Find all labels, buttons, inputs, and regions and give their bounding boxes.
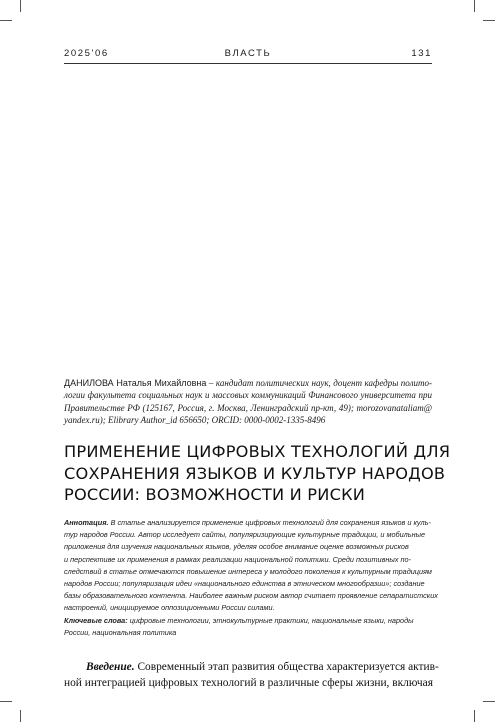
journal-name: ВЛАСТЬ — [224, 48, 272, 59]
author-bio-line: логии факультета социальных наук и массовых коммуникаций Финансового университета при — [64, 390, 432, 401]
intro-paragraph — [64, 660, 439, 691]
author-bio-line: Правительстве РФ (125167, Россия, г. Москва, Ленинградский пр-кт, 49); morozovanataliam@ — [64, 402, 432, 413]
crop-mark — [474, 710, 475, 722]
header-rule — [64, 63, 432, 64]
title-line: ПРИМЕНЕНИЕ ЦИФРОВЫХ ТЕХНОЛОГИЙ ДЛЯ — [64, 442, 451, 461]
crop-mark — [20, 0, 21, 12]
title-line: РОССИИ: ВОЗМОЖНОСТИ И РИСКИ — [64, 485, 366, 504]
crop-mark — [20, 710, 21, 722]
author-bio-line: yandex.ru); Elibrary Author_id 656650; ORCID: 0000-0002-1335-8496 — [64, 415, 326, 426]
abstract-line: народов России; популяризация идеи «национального единства в этническом многообразии»; создание — [64, 579, 425, 589]
abstract-line: и перспективе их применения в рамках реализации национальной политики. Среди позитивных по- — [64, 554, 411, 564]
abstract-line: приложения для изучения национальных языков, уделяя особое внимание оценке возможных рисков — [64, 542, 409, 552]
keywords-line: цифровые технологии, этнокультурные практики, национальные языки, народы — [127, 615, 414, 625]
abstract-line: базы образовательного контента. Наиболее важным риском автор считает проявление сепаратистских — [64, 591, 438, 601]
intro-label: Введение. — [86, 661, 135, 673]
keywords-line: России, национальная политика — [64, 627, 177, 637]
abstract-line: настроений, инициируемое оппозиционными России силами. — [64, 603, 275, 613]
crop-mark — [0, 20, 12, 21]
author-name: ДАНИЛОВА Наталья Михайловна — [64, 378, 207, 388]
intro-line: Современный этап развития общества характеризуется актив- — [134, 661, 439, 673]
crop-mark — [474, 0, 475, 12]
abstract-line: В статье анализируется применение цифровых технологий для сохранения языков и куль- — [108, 518, 431, 527]
abstract-line: тур народов России. Автор исследует сайты, популяризирующие культурные традиции, и мобильные — [64, 530, 426, 540]
page-number: 131 — [411, 48, 432, 59]
article-title — [64, 441, 451, 506]
abstract — [64, 517, 438, 639]
author-bio-line: – кандидат политических наук, доцент кафедры полито- — [206, 378, 432, 388]
issue-number: 2025'06 — [64, 48, 109, 59]
abstract-line: следствий в статье отмечаются повышение интереса у молодого поколения к культурным традициям — [64, 566, 432, 576]
keywords-label: Ключевые слова: — [64, 615, 128, 625]
running-head — [64, 48, 432, 62]
crop-mark — [0, 701, 12, 702]
author-info — [64, 377, 432, 427]
intro-line: ной интеграцией цифровых технологий в различные сферы жизни, включая — [64, 676, 433, 689]
crop-mark — [483, 701, 495, 702]
crop-mark — [483, 20, 495, 21]
title-line: СОХРАНЕНИЯ ЯЗЫКОВ И КУЛЬТУР НАРОДОВ — [64, 463, 446, 483]
abstract-label: Аннотация. — [64, 518, 109, 527]
